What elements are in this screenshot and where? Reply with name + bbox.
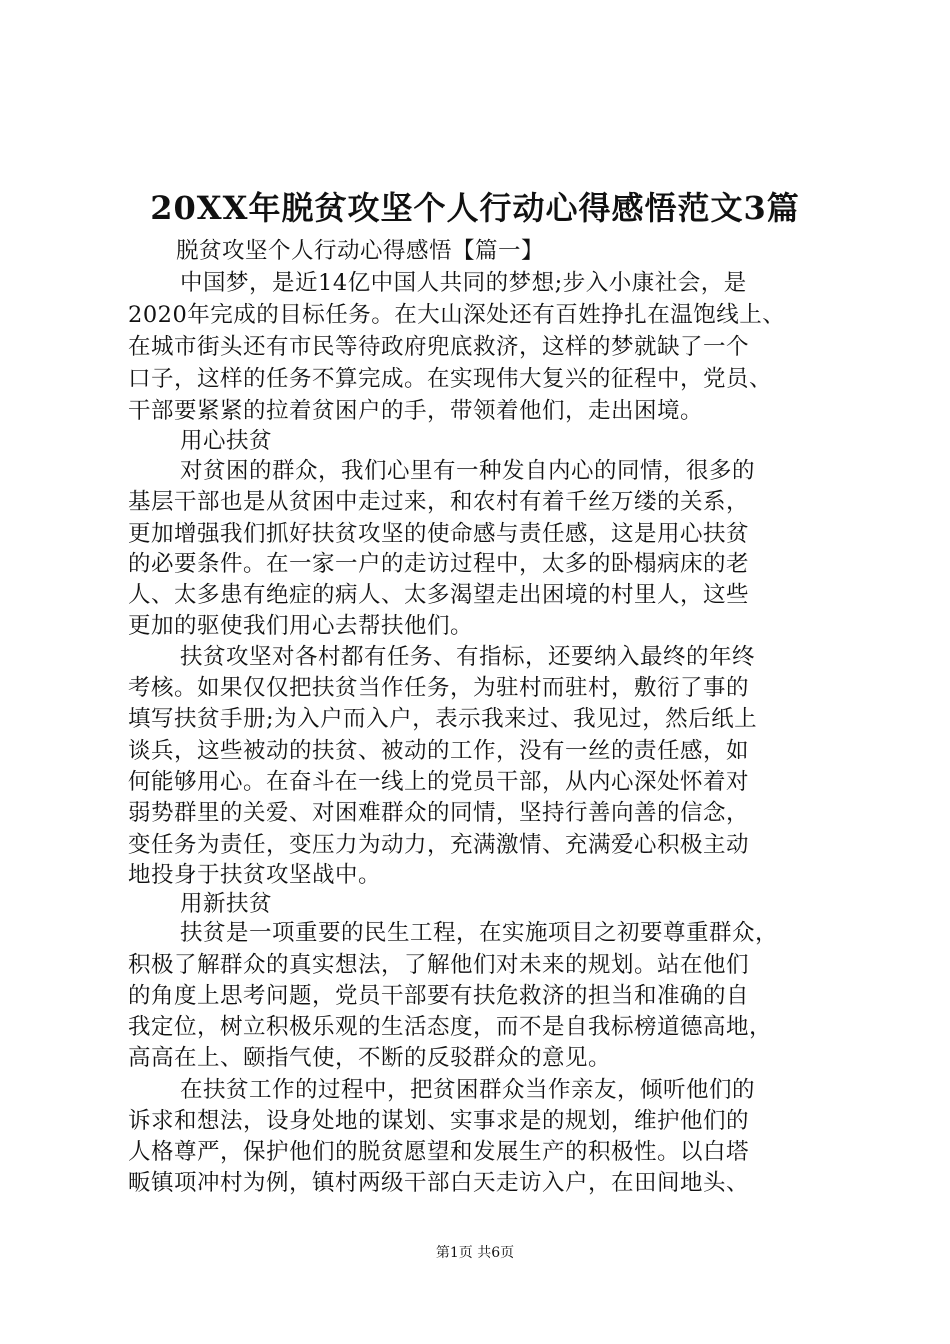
- text-line: 何能够用心。在奋斗在一线上的党员干部，从内心深处怀着对: [128, 769, 750, 795]
- text-line: 的必要条件。在一家一户的走访过程中，太多的卧榻病床的老: [128, 551, 750, 577]
- text-line: 积极了解群众的真实想法，了解他们对未来的规划。站在他们: [128, 952, 750, 978]
- text-line: 更加增强我们抓好扶贫攻坚的使命感与责任感，这是用心扶贫: [128, 521, 750, 547]
- text-line: 我定位，树立积极乐观的生活态度，而不是自我标榜道德高地，: [128, 1014, 773, 1040]
- text-line: 变任务为责任，变压力为动力，充满激情、充满爱心积极主动: [128, 832, 750, 858]
- text-line: 弱势群里的关爱、对困难群众的同情，坚持行善向善的信念，: [128, 800, 750, 826]
- text-line: 2020年完成的目标任务。在大山深处还有百姓挣扎在温饱线上、: [128, 302, 786, 328]
- section-heading-1: 脱贫攻坚个人行动心得感悟【篇一】: [176, 238, 545, 264]
- text-line: 扶贫是一项重要的民生工程，在实施项目之初要尊重群众，: [180, 920, 779, 946]
- page-footer: 第1页 共6页: [435, 1245, 515, 1261]
- text-line: 谈兵，这些被动的扶贫、被动的工作，没有一丝的责任感，如: [128, 738, 750, 764]
- text-line: 口子，这样的任务不算完成。在实现伟大复兴的征程中，党员、: [128, 366, 773, 392]
- text-line: 在城市街头还有市民等待政府兜底救济，这样的梦就缺了一个: [128, 334, 750, 360]
- text-line: 畈镇项冲村为例，镇村两级干部白天走访入户，在田间地头、: [128, 1170, 750, 1196]
- text-line: 诉求和想法，设身处地的谋划、实事求是的规划，维护他们的: [128, 1108, 750, 1134]
- text-line: 中国梦，是近14亿中国人共同的梦想;步入小康社会，是: [180, 270, 747, 296]
- text-line: 地投身于扶贫攻坚战中。: [128, 862, 382, 888]
- text-line: 人格尊严，保护他们的脱贫愿望和发展生产的积极性。以白塔: [128, 1139, 750, 1165]
- subheading: 用心扶贫: [180, 428, 273, 454]
- text-line: 填写扶贫手册;为入户而入户，表示我来过、我见过，然后纸上: [128, 706, 758, 732]
- text-line: 高高在上、颐指气使，不断的反驳群众的意见。: [128, 1045, 612, 1071]
- text-line: 的角度上思考问题，党员干部要有扶危救济的担当和准确的自: [128, 983, 750, 1009]
- text-line: 更加的驱使我们用心去帮扶他们。: [128, 613, 474, 639]
- text-line: 人、太多患有绝症的病人、太多渴望走出困境的村里人，这些: [128, 582, 750, 608]
- subheading: 用新扶贫: [180, 891, 273, 917]
- text-line: 考核。如果仅仅把扶贫当作任务，为驻村而驻村，敷衍了事的: [128, 675, 750, 701]
- text-line: 干部要紧紧的拉着贫困户的手，带领着他们，走出困境。: [128, 398, 704, 424]
- text-line: 对贫困的群众，我们心里有一种发自内心的同情，很多的: [180, 458, 756, 484]
- text-line: 在扶贫工作的过程中，把贫困群众当作亲友，倾听他们的: [180, 1077, 756, 1103]
- text-line: 基层干部也是从贫困中走过来，和农村有着千丝万缕的关系，: [128, 489, 750, 515]
- document-title: 20XX年脱贫攻坚个人行动心得感悟范文3篇: [150, 189, 800, 227]
- text-line: 扶贫攻坚对各村都有任务、有指标，还要纳入最终的年终: [180, 644, 756, 670]
